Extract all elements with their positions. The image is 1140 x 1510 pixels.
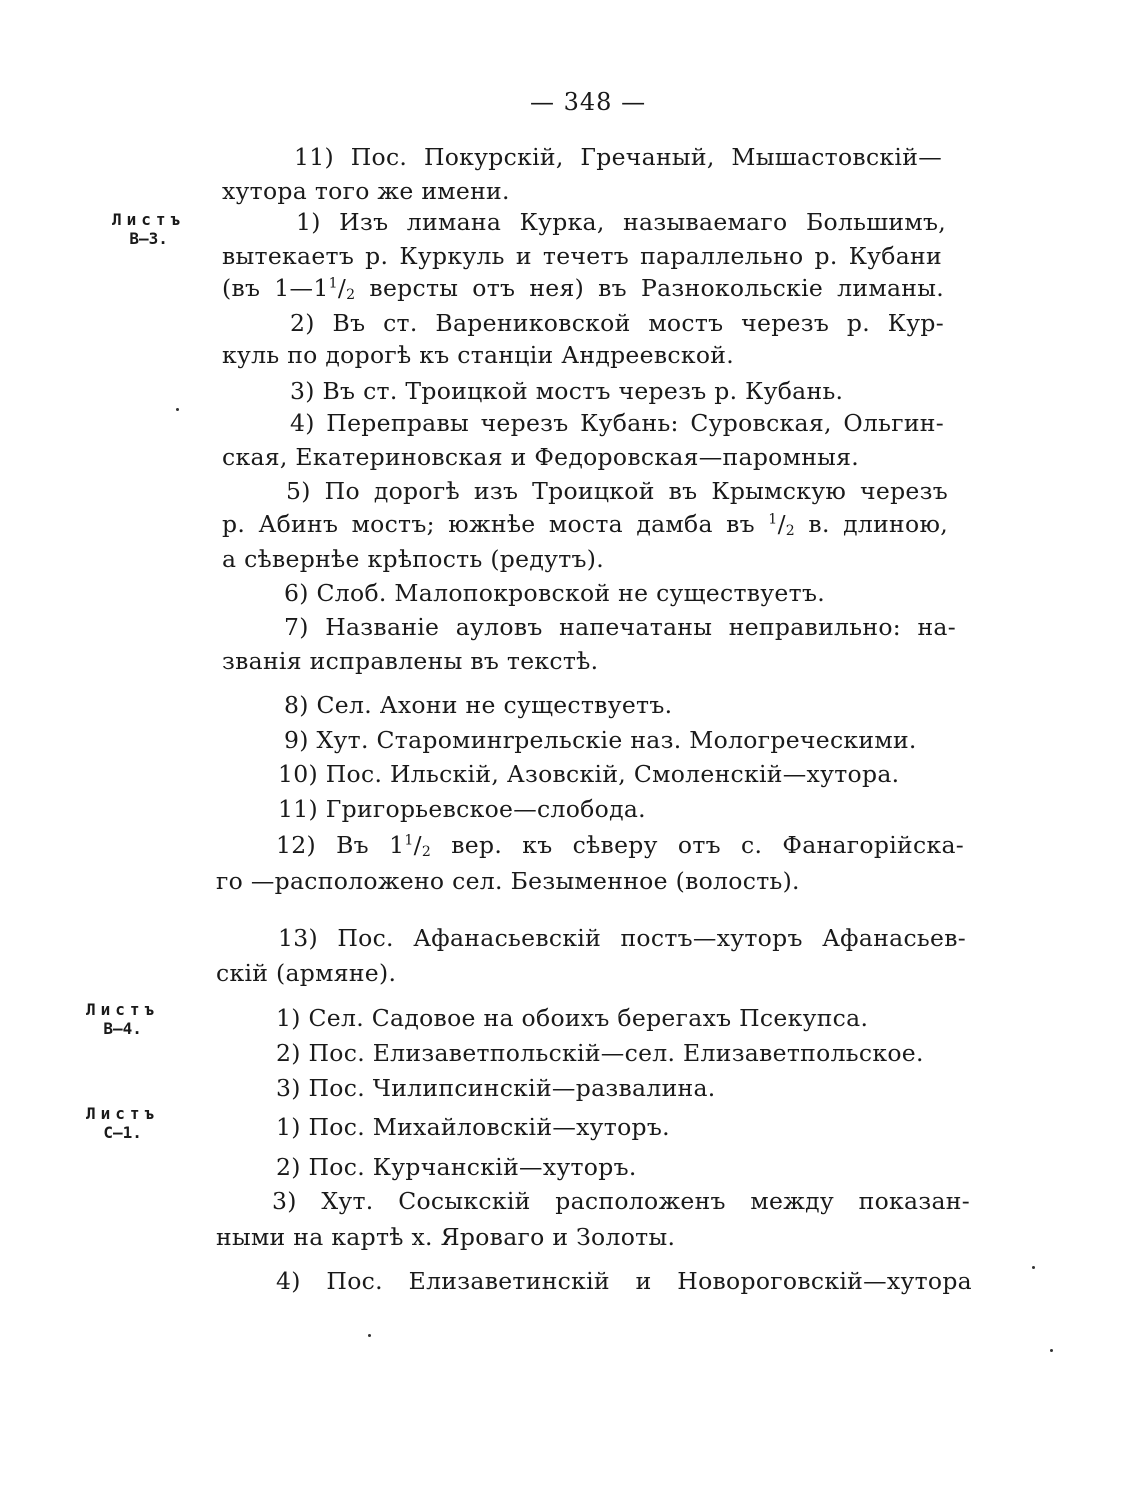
text-line: а сѣвернѣе крѣпость (редутъ).	[222, 545, 605, 573]
text-line: 3) Въ ст. Троицкой мостъ черезъ р. Кубань.	[290, 377, 844, 405]
text-line: 6) Слоб. Малопокровской не существуетъ.	[284, 579, 825, 607]
text-line: 1) Сел. Садовое на обоихъ берегахъ Псекупса.	[276, 1004, 869, 1032]
margin-note-sheet-b3	[112, 210, 185, 248]
text-line: куль по дорогѣ къ станціи Андреевской.	[222, 341, 735, 369]
text-line: 4) Пос. Елизаветинскій и Новороговскій—хутора	[276, 1267, 972, 1295]
text-line: 10) Пос. Ильскій, Азовскій, Смоленскій—хутора.	[278, 760, 900, 788]
text-line: 3) Пос. Чилипсинскій—развалина.	[276, 1074, 716, 1102]
print-speck	[176, 408, 179, 411]
text-line: ными на картѣ х. Яроваго и Золоты.	[216, 1223, 676, 1251]
text-line: 1) Изъ лимана Курка, называемаго Большимъ,	[296, 208, 946, 236]
text-line: 5) По дорогѣ изъ Троицкой въ Крымскую черезъ	[286, 477, 948, 505]
margin-note-sheet-b4	[86, 1000, 159, 1038]
margin-note-code: В—3.	[129, 229, 168, 248]
print-speck	[1032, 1266, 1035, 1269]
text-line: 12) Въ $1^1/_2$ вер. къ сѣверу отъ с. Фанагорійска-	[276, 831, 964, 860]
text-line: 2) Пос. Елизаветпольскій—сел. Елизаветпольское.	[276, 1039, 924, 1067]
text-line: хутора того же имени.	[222, 177, 510, 205]
margin-note-word: Листъ	[86, 1000, 160, 1019]
text-line: 11) Григорьевское—слобода.	[278, 795, 646, 823]
text-line: 3) Хут. Сосыкскій расположенъ между показан-	[272, 1187, 970, 1215]
text-line: 2) Пос. Курчанскій—хуторъ.	[276, 1153, 637, 1181]
text-line: 11) Пос. Покурскій, Гречаный, Мышастовскій—	[294, 143, 942, 171]
text-line: (въ $1—1^1/_2$ версты отъ нея) въ Разнокольскіе лиманы.	[222, 274, 944, 303]
margin-note-sheet-c1	[86, 1104, 159, 1142]
text-line: 1) Пос. Михайловскій—хуторъ.	[276, 1113, 670, 1141]
margin-note-word: Листъ	[112, 210, 186, 229]
text-line: скій (армяне).	[216, 959, 397, 987]
text-line: 9) Хут. Староминrрельскіе наз. Мологреческими.	[284, 726, 917, 754]
text-line: го —расположено сел. Безыменное (волость).	[216, 867, 800, 895]
print-speck	[1050, 1349, 1053, 1352]
text-line: р. Абинъ мостъ; южнѣе моста дамба въ $^1/_2$ в. длиною,	[222, 510, 948, 539]
text-line: ская, Екатериновская и Федоровская—паромныя.	[222, 443, 860, 471]
page-number: — 348 —	[530, 88, 647, 116]
text-line: 8) Сел. Ахони не существуетъ.	[284, 691, 673, 719]
margin-note-code: В—4.	[103, 1019, 142, 1038]
margin-note-code: С—1.	[103, 1123, 142, 1142]
text-line: 2) Въ ст. Варениковской мостъ черезъ р. Кур-	[290, 309, 944, 337]
text-line: 4) Переправы черезъ Кубань: Суровская, Ольгин-	[290, 409, 944, 437]
text-line: 13) Пос. Афанасьевскій постъ—хуторъ Афанасьев-	[278, 924, 966, 952]
text-line: 7) Названіе ауловъ напечатаны неправильно: на-	[284, 613, 956, 641]
margin-note-word: Листъ	[86, 1104, 160, 1123]
text-line: званія исправлены въ текстѣ.	[222, 647, 599, 675]
print-speck	[368, 1334, 371, 1337]
text-line: вытекаетъ р. Куркуль и течетъ параллельно р. Кубани	[222, 242, 942, 270]
